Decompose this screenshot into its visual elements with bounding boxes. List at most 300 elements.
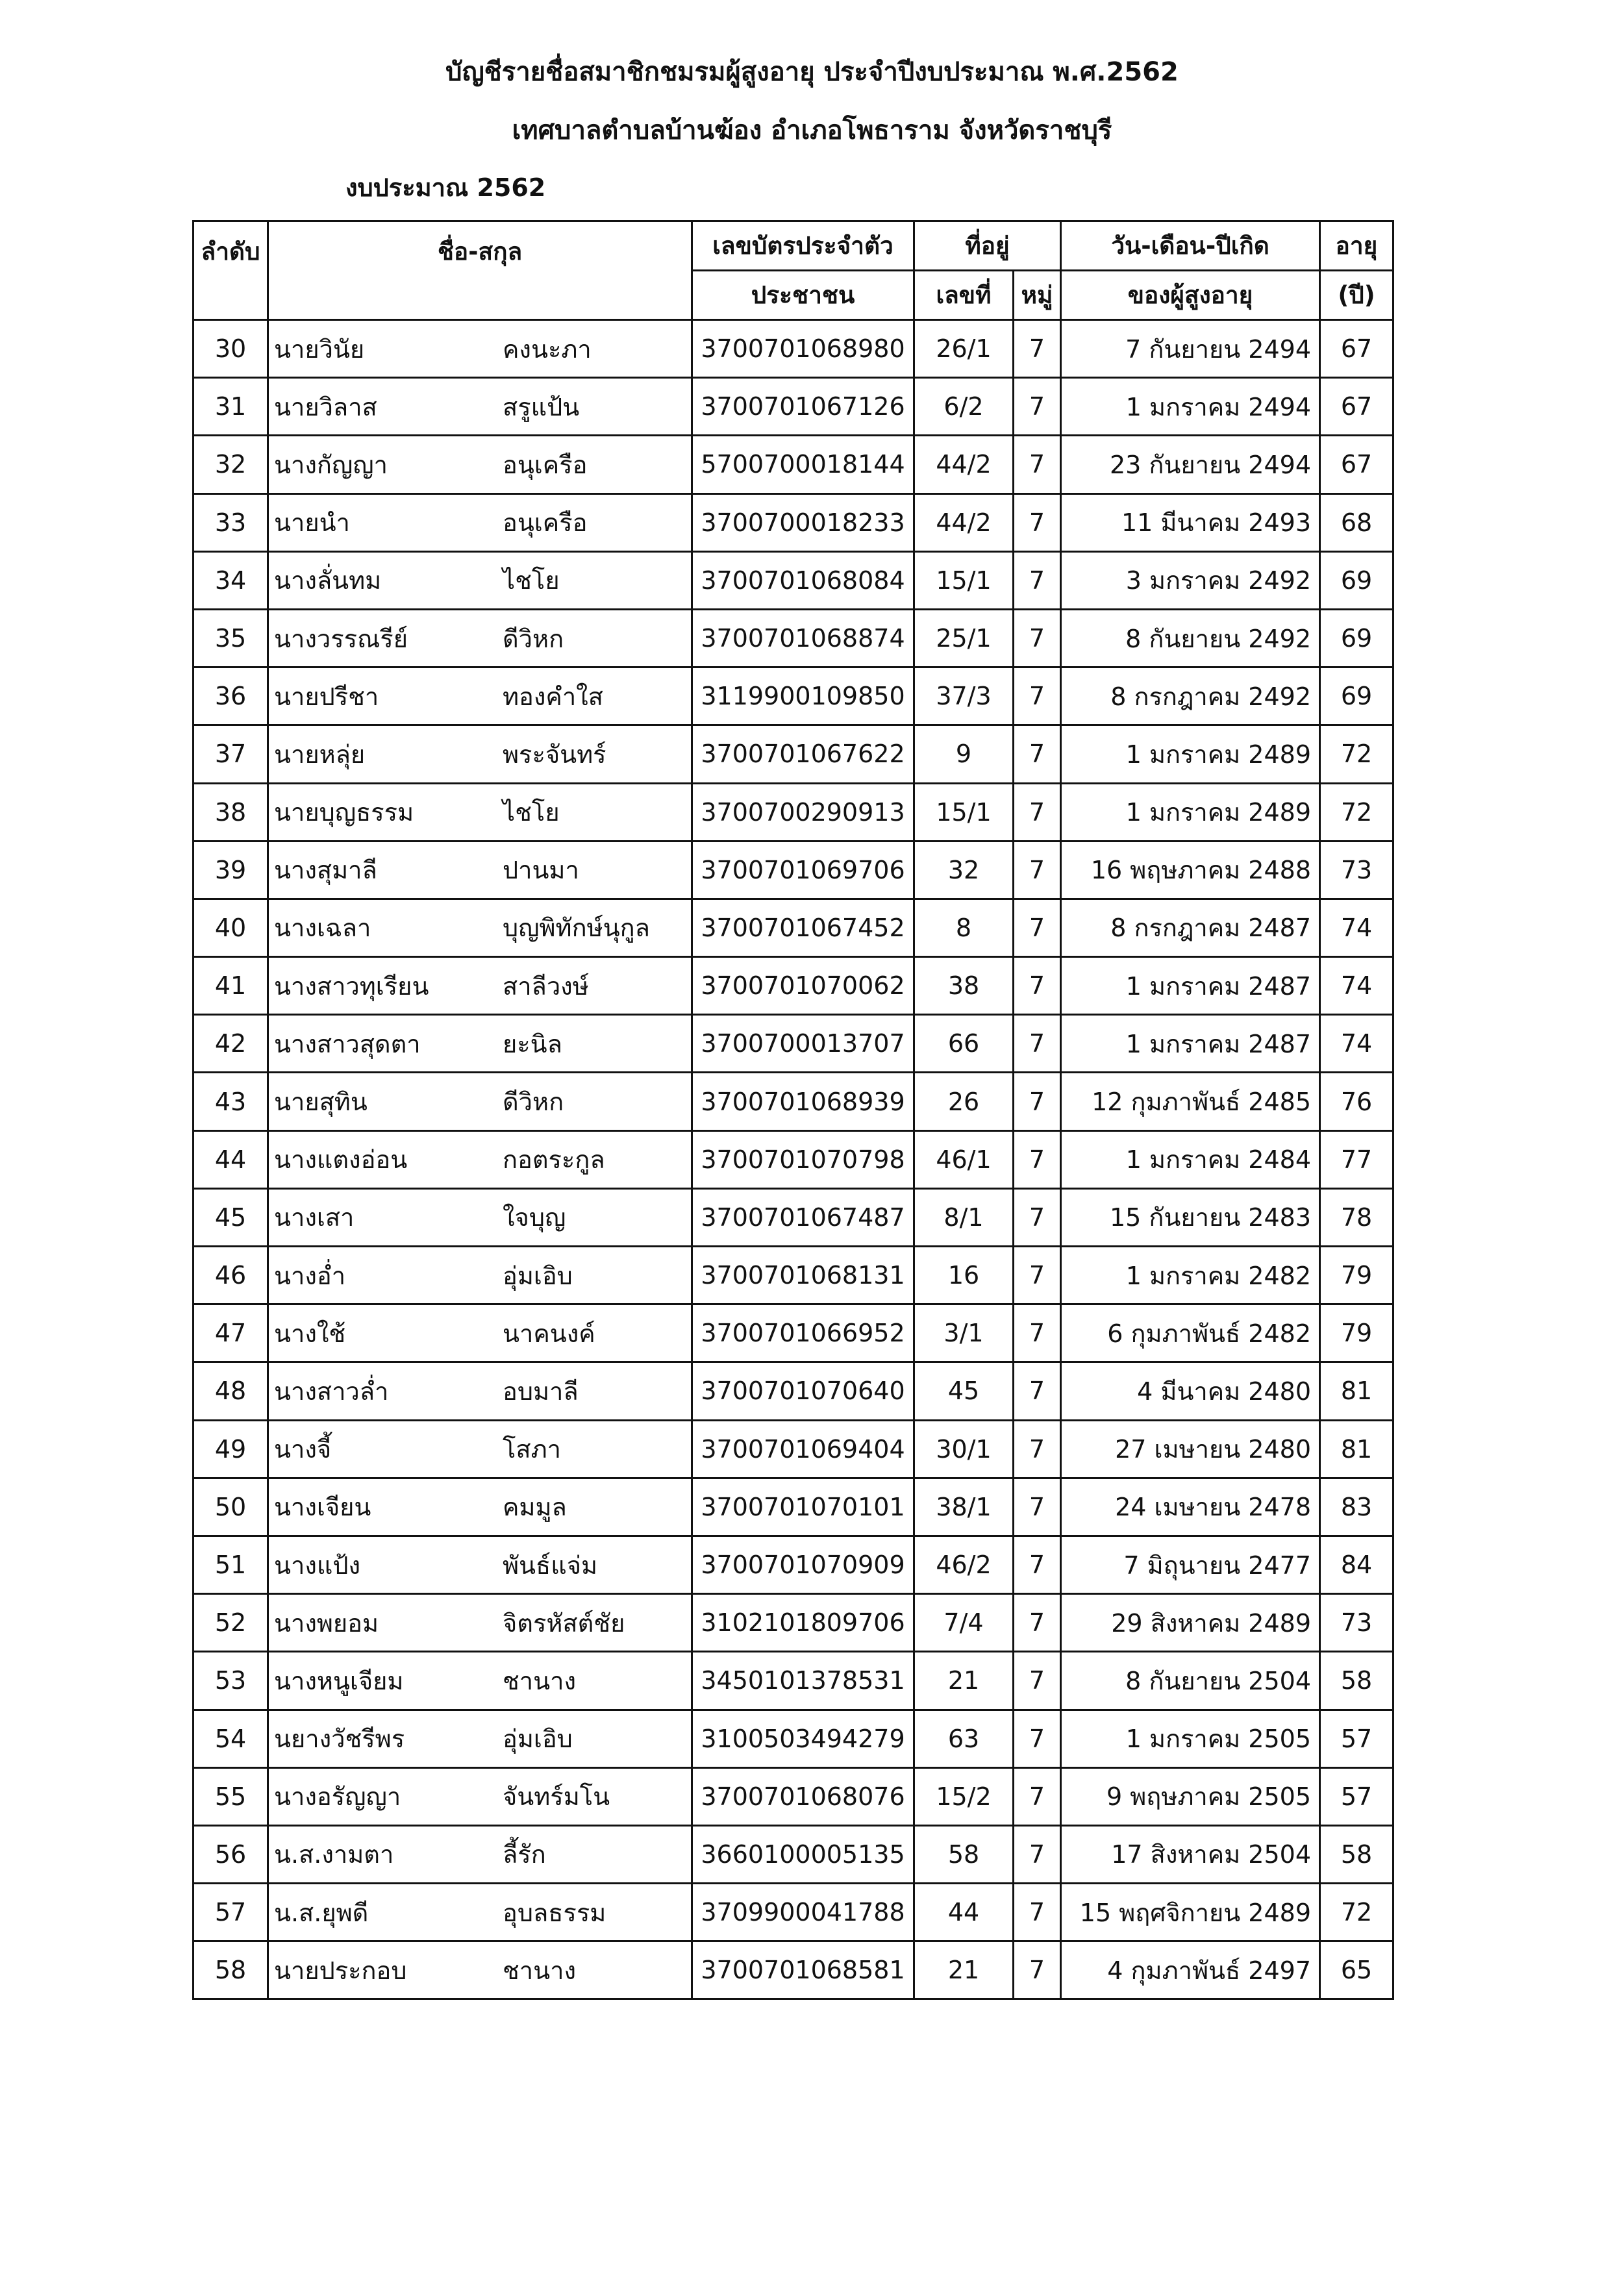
cell-age: 69 [1320, 609, 1393, 667]
table-row [194, 436, 1393, 493]
cell-moo: 7 [1014, 1884, 1061, 1941]
cell-citizen-id: 3700701070909 [692, 1536, 914, 1593]
cell-no: 36 [194, 667, 268, 725]
cell-house-no: 8 [914, 899, 1014, 956]
cell-last-name: สาลีวงษ์ [503, 971, 589, 1001]
cell-house-no: 46/2 [914, 1536, 1014, 1593]
cell-house-no: 16 [914, 1247, 1014, 1304]
cell-age: 72 [1320, 1884, 1393, 1941]
cell-name [268, 1304, 692, 1362]
header-id-line2: ประชาชน [692, 271, 914, 320]
cell-citizen-id: 3700701068581 [692, 1941, 914, 1999]
cell-no: 50 [194, 1478, 268, 1536]
table-body [194, 320, 1393, 1999]
table-row [194, 841, 1393, 899]
cell-name [268, 551, 692, 609]
table-row [194, 1825, 1393, 1883]
header-id-line1: เลขบัตรประจำตัว [692, 221, 914, 271]
table-row [194, 1304, 1393, 1362]
cell-dob: 7 กันยายน 2494 [1061, 320, 1320, 378]
header-name: ชื่อ-สกุล [268, 221, 692, 320]
cell-no: 49 [194, 1420, 268, 1478]
cell-house-no: 38/1 [914, 1478, 1014, 1536]
cell-house-no: 44 [914, 1884, 1014, 1941]
cell-no: 33 [194, 493, 268, 551]
cell-house-no: 21 [914, 1941, 1014, 1999]
cell-citizen-id: 3700700013707 [692, 1015, 914, 1073]
cell-house-no: 30/1 [914, 1420, 1014, 1478]
cell-citizen-id: 3700701068131 [692, 1247, 914, 1304]
cell-first-name: นางสาวล่ำ [274, 1377, 389, 1406]
table-row [194, 667, 1393, 725]
cell-moo: 7 [1014, 551, 1061, 609]
cell-house-no: 8/1 [914, 1188, 1014, 1246]
cell-moo: 7 [1014, 899, 1061, 956]
cell-age: 67 [1320, 436, 1393, 493]
table-row [194, 1536, 1393, 1593]
cell-last-name: อุ่มเอิบ [503, 1261, 573, 1290]
table-row [194, 1130, 1393, 1188]
cell-first-name: นางเจียน [274, 1493, 371, 1522]
cell-house-no: 58 [914, 1825, 1014, 1883]
table-row [194, 1594, 1393, 1652]
member-table [192, 220, 1394, 2000]
table-row [194, 1073, 1393, 1130]
cell-moo: 7 [1014, 725, 1061, 783]
cell-moo: 7 [1014, 1652, 1061, 1710]
cell-moo: 7 [1014, 667, 1061, 725]
cell-no: 47 [194, 1304, 268, 1362]
table-row [194, 1767, 1393, 1825]
cell-age: 81 [1320, 1362, 1393, 1420]
cell-last-name: จันทร์มโน [503, 1782, 610, 1812]
cell-no: 42 [194, 1015, 268, 1073]
cell-first-name: นางอ่ำ [274, 1261, 346, 1290]
cell-no: 55 [194, 1767, 268, 1825]
table-row [194, 551, 1393, 609]
cell-age: 57 [1320, 1710, 1393, 1767]
cell-dob: 1 มกราคม 2482 [1061, 1247, 1320, 1304]
cell-first-name: นางจี้ [274, 1435, 332, 1464]
cell-moo: 7 [1014, 841, 1061, 899]
cell-name [268, 1825, 692, 1883]
cell-dob: 8 กันยายน 2504 [1061, 1652, 1320, 1710]
cell-citizen-id: 3700701068084 [692, 551, 914, 609]
cell-name [268, 1247, 692, 1304]
table-row [194, 1652, 1393, 1710]
cell-house-no: 46/1 [914, 1130, 1014, 1188]
cell-no: 53 [194, 1652, 268, 1710]
cell-age: 76 [1320, 1073, 1393, 1130]
cell-last-name: ดีวิหก [503, 1088, 564, 1117]
cell-moo: 7 [1014, 1130, 1061, 1188]
cell-last-name: ยะนิล [503, 1029, 562, 1058]
cell-last-name: อุบลธรรม [503, 1898, 606, 1927]
cell-first-name: นางอรัญญา [274, 1782, 401, 1812]
cell-moo: 7 [1014, 1594, 1061, 1652]
cell-citizen-id: 3700701070062 [692, 957, 914, 1015]
cell-house-no: 37/3 [914, 667, 1014, 725]
cell-house-no: 9 [914, 725, 1014, 783]
cell-name [268, 1420, 692, 1478]
cell-first-name: นายปรีชา [274, 682, 379, 711]
cell-name [268, 320, 692, 378]
cell-citizen-id: 3100503494279 [692, 1710, 914, 1767]
table-row [194, 320, 1393, 378]
cell-no: 48 [194, 1362, 268, 1420]
cell-name [268, 957, 692, 1015]
cell-dob: 11 มีนาคม 2493 [1061, 493, 1320, 551]
cell-no: 56 [194, 1825, 268, 1883]
cell-dob: 1 มกราคม 2505 [1061, 1710, 1320, 1767]
cell-no: 37 [194, 725, 268, 783]
cell-moo: 7 [1014, 1536, 1061, 1593]
cell-no: 46 [194, 1247, 268, 1304]
table-row [194, 725, 1393, 783]
cell-moo: 7 [1014, 1073, 1061, 1130]
cell-dob: 8 กรกฎาคม 2492 [1061, 667, 1320, 725]
cell-dob: 6 กุมภาพันธ์ 2482 [1061, 1304, 1320, 1362]
cell-dob: 1 มกราคม 2489 [1061, 783, 1320, 841]
cell-citizen-id: 3700701068980 [692, 320, 914, 378]
cell-name [268, 1188, 692, 1246]
table-row [194, 1884, 1393, 1941]
cell-no: 43 [194, 1073, 268, 1130]
cell-name [268, 899, 692, 956]
cell-house-no: 15/1 [914, 551, 1014, 609]
cell-dob: 23 กันยายน 2494 [1061, 436, 1320, 493]
cell-house-no: 15/1 [914, 783, 1014, 841]
table-row [194, 1710, 1393, 1767]
cell-age: 69 [1320, 551, 1393, 609]
cell-first-name: นายประกอบ [274, 1956, 407, 1985]
cell-age: 65 [1320, 1941, 1393, 1999]
cell-first-name: นางสาวทุเรียน [274, 971, 429, 1001]
cell-age: 68 [1320, 493, 1393, 551]
cell-no: 58 [194, 1941, 268, 1999]
cell-moo: 7 [1014, 1941, 1061, 1999]
cell-name [268, 609, 692, 667]
cell-citizen-id: 3700701067487 [692, 1188, 914, 1246]
cell-name [268, 436, 692, 493]
cell-citizen-id: 3700701069404 [692, 1420, 914, 1478]
header-no: ลำดับ [194, 221, 268, 320]
cell-dob: 27 เมษายน 2480 [1061, 1420, 1320, 1478]
header-age-line2: (ปี) [1320, 271, 1393, 320]
table-row [194, 1362, 1393, 1420]
cell-house-no: 38 [914, 957, 1014, 1015]
cell-name [268, 1710, 692, 1767]
cell-dob: 9 พฤษภาคม 2505 [1061, 1767, 1320, 1825]
cell-house-no: 3/1 [914, 1304, 1014, 1362]
cell-age: 69 [1320, 667, 1393, 725]
cell-no: 34 [194, 551, 268, 609]
cell-citizen-id: 3700700018233 [692, 493, 914, 551]
cell-house-no: 15/2 [914, 1767, 1014, 1825]
cell-citizen-id: 5700700018144 [692, 436, 914, 493]
cell-house-no: 44/2 [914, 436, 1014, 493]
cell-house-no: 7/4 [914, 1594, 1014, 1652]
cell-age: 74 [1320, 1015, 1393, 1073]
cell-last-name: ปานมา [503, 856, 579, 885]
cell-dob: 12 กุมภาพันธ์ 2485 [1061, 1073, 1320, 1130]
cell-name [268, 841, 692, 899]
cell-age: 73 [1320, 1594, 1393, 1652]
cell-age: 57 [1320, 1767, 1393, 1825]
cell-citizen-id: 3102101809706 [692, 1594, 914, 1652]
cell-house-no: 44/2 [914, 493, 1014, 551]
cell-dob: 8 กรกฎาคม 2487 [1061, 899, 1320, 956]
table-row [194, 957, 1393, 1015]
cell-first-name: นางเสา [274, 1203, 355, 1232]
cell-moo: 7 [1014, 1420, 1061, 1478]
budget-label: งบประมาณ 2562 [345, 173, 546, 202]
cell-no: 40 [194, 899, 268, 956]
cell-moo: 7 [1014, 1015, 1061, 1073]
cell-last-name: อุ่มเอิบ [503, 1725, 573, 1754]
cell-house-no: 32 [914, 841, 1014, 899]
cell-dob: 4 มีนาคม 2480 [1061, 1362, 1320, 1420]
cell-citizen-id: 3450101378531 [692, 1652, 914, 1710]
cell-last-name: อบมาลี [503, 1377, 579, 1406]
cell-last-name: อนุเครือ [503, 450, 588, 479]
cell-last-name: พระจันทร์ [503, 740, 606, 769]
cell-dob: 29 สิงหาคม 2489 [1061, 1594, 1320, 1652]
cell-name [268, 783, 692, 841]
cell-citizen-id: 3700701067126 [692, 378, 914, 436]
cell-age: 67 [1320, 378, 1393, 436]
cell-age: 79 [1320, 1304, 1393, 1362]
cell-first-name: นายบุญธรรม [274, 798, 414, 827]
cell-moo: 7 [1014, 783, 1061, 841]
document-title: บัญชีรายชื่อสมาชิกชมรมผู้สูงอายุ ประจำปีงบประมาณ พ.ศ.2562 [445, 57, 1179, 87]
cell-no: 39 [194, 841, 268, 899]
cell-last-name: ไชโย [503, 798, 560, 827]
cell-moo: 7 [1014, 1362, 1061, 1420]
cell-moo: 7 [1014, 1767, 1061, 1825]
cell-last-name: ชานาง [503, 1666, 576, 1695]
header-house-no: เลขที่ [914, 271, 1014, 320]
cell-citizen-id: 3700701070101 [692, 1478, 914, 1536]
cell-first-name: นางแป้ง [274, 1551, 361, 1580]
cell-moo: 7 [1014, 1247, 1061, 1304]
cell-house-no: 25/1 [914, 609, 1014, 667]
cell-dob: 1 มกราคม 2487 [1061, 1015, 1320, 1073]
cell-name [268, 1130, 692, 1188]
cell-first-name: นยางวัชรีพร [274, 1725, 405, 1754]
cell-moo: 7 [1014, 320, 1061, 378]
cell-name [268, 1941, 692, 1999]
cell-first-name: นายวินัย [274, 334, 365, 364]
cell-moo: 7 [1014, 1710, 1061, 1767]
cell-last-name: ชานาง [503, 1956, 576, 1985]
cell-house-no: 63 [914, 1710, 1014, 1767]
cell-last-name: กอตระกูล [503, 1145, 605, 1175]
cell-dob: 8 กันยายน 2492 [1061, 609, 1320, 667]
cell-dob: 17 สิงหาคม 2504 [1061, 1825, 1320, 1883]
cell-dob: 1 มกราคม 2494 [1061, 378, 1320, 436]
cell-last-name: ใจบุญ [503, 1203, 566, 1232]
cell-dob: 15 พฤศจิกายน 2489 [1061, 1884, 1320, 1941]
cell-citizen-id: 3119900109850 [692, 667, 914, 725]
cell-age: 79 [1320, 1247, 1393, 1304]
cell-age: 84 [1320, 1536, 1393, 1593]
document-subtitle: เทศบาลตำบลบ้านฆ้อง อำเภอโพธาราม จังหวัดราชบุรี [512, 116, 1112, 145]
cell-house-no: 26 [914, 1073, 1014, 1130]
cell-first-name: นายหลุ่ย [274, 740, 366, 769]
cell-first-name: นายนำ [274, 508, 350, 538]
cell-age: 74 [1320, 957, 1393, 1015]
cell-name [268, 667, 692, 725]
cell-name [268, 1362, 692, 1420]
cell-age: 72 [1320, 783, 1393, 841]
table-row [194, 1188, 1393, 1246]
cell-moo: 7 [1014, 1304, 1061, 1362]
cell-name [268, 1015, 692, 1073]
header-address: ที่อยู่ [914, 221, 1061, 271]
cell-name [268, 1767, 692, 1825]
cell-last-name: ลี้รัก [503, 1840, 546, 1869]
cell-moo: 7 [1014, 493, 1061, 551]
cell-last-name: นาคนงค์ [503, 1319, 595, 1348]
cell-dob: 1 มกราคม 2489 [1061, 725, 1320, 783]
cell-name [268, 1478, 692, 1536]
cell-citizen-id: 3700701070640 [692, 1362, 914, 1420]
cell-age: 58 [1320, 1652, 1393, 1710]
table-row [194, 1015, 1393, 1073]
cell-dob: 4 กุมภาพันธ์ 2497 [1061, 1941, 1320, 1999]
table-row [194, 1420, 1393, 1478]
cell-citizen-id: 3700701070798 [692, 1130, 914, 1188]
cell-moo: 7 [1014, 609, 1061, 667]
table-row [194, 1941, 1393, 1999]
cell-last-name: อนุเครือ [503, 508, 588, 538]
cell-age: 74 [1320, 899, 1393, 956]
cell-name [268, 1652, 692, 1710]
cell-first-name: นางพยอม [274, 1608, 379, 1638]
cell-last-name: จิตรหัสต์ชัย [503, 1608, 625, 1638]
cell-moo: 7 [1014, 1188, 1061, 1246]
cell-first-name: นายวิลาส [274, 392, 377, 421]
cell-no: 57 [194, 1884, 268, 1941]
cell-house-no: 66 [914, 1015, 1014, 1073]
cell-no: 52 [194, 1594, 268, 1652]
cell-no: 31 [194, 378, 268, 436]
cell-age: 58 [1320, 1825, 1393, 1883]
cell-first-name: น.ส.ยุพดี [274, 1898, 369, 1927]
cell-age: 78 [1320, 1188, 1393, 1246]
cell-citizen-id: 3700701067622 [692, 725, 914, 783]
cell-last-name: พันธ์แจ่ม [503, 1551, 598, 1580]
cell-house-no: 21 [914, 1652, 1014, 1710]
cell-no: 45 [194, 1188, 268, 1246]
cell-no: 32 [194, 436, 268, 493]
cell-dob: 3 มกราคม 2492 [1061, 551, 1320, 609]
table-row [194, 378, 1393, 436]
cell-first-name: นางลั่นทม [274, 566, 382, 595]
cell-citizen-id: 3700701067452 [692, 899, 914, 956]
cell-citizen-id: 3700701066952 [692, 1304, 914, 1362]
cell-first-name: น.ส.งามตา [274, 1840, 394, 1869]
cell-last-name: ทองคำใส [503, 682, 603, 711]
cell-citizen-id: 3700701068939 [692, 1073, 914, 1130]
cell-dob: 1 มกราคม 2487 [1061, 957, 1320, 1015]
cell-house-no: 6/2 [914, 378, 1014, 436]
cell-name [268, 493, 692, 551]
cell-name [268, 1884, 692, 1941]
cell-no: 44 [194, 1130, 268, 1188]
cell-no: 51 [194, 1536, 268, 1593]
cell-first-name: นางวรรณรีย์ [274, 624, 408, 653]
cell-age: 77 [1320, 1130, 1393, 1188]
cell-first-name: นางแตงอ่อน [274, 1145, 408, 1175]
cell-last-name: คงนะภา [503, 334, 592, 364]
cell-moo: 7 [1014, 1478, 1061, 1536]
cell-dob: 7 มิถุนายน 2477 [1061, 1536, 1320, 1593]
cell-first-name: นางใช้ [274, 1319, 346, 1348]
cell-name [268, 378, 692, 436]
cell-first-name: นางสาวสุดตา [274, 1029, 421, 1058]
cell-last-name: บุญพิทักษ์นุกูล [503, 914, 650, 943]
cell-moo: 7 [1014, 957, 1061, 1015]
table-row [194, 493, 1393, 551]
cell-last-name: สรูแป้น [503, 392, 580, 421]
cell-moo: 7 [1014, 1825, 1061, 1883]
header-moo: หมู่ [1014, 271, 1061, 320]
cell-age: 83 [1320, 1478, 1393, 1536]
cell-age: 81 [1320, 1420, 1393, 1478]
cell-first-name: นางกัญญา [274, 450, 388, 479]
cell-last-name: คมมูล [503, 1493, 567, 1522]
cell-citizen-id: 3700700290913 [692, 783, 914, 841]
cell-house-no: 45 [914, 1362, 1014, 1420]
cell-moo: 7 [1014, 436, 1061, 493]
cell-citizen-id: 3660100005135 [692, 1825, 914, 1883]
cell-moo: 7 [1014, 378, 1061, 436]
header-dob-line1: วัน-เดือน-ปีเกิด [1061, 221, 1320, 271]
header-age-line1: อายุ [1320, 221, 1393, 271]
table-row [194, 609, 1393, 667]
cell-first-name: นางสุมาลี [274, 856, 377, 885]
cell-dob: 16 พฤษภาคม 2488 [1061, 841, 1320, 899]
cell-no: 54 [194, 1710, 268, 1767]
cell-last-name: ไชโย [503, 566, 560, 595]
cell-dob: 1 มกราคม 2484 [1061, 1130, 1320, 1188]
cell-first-name: นางหนูเจียม [274, 1666, 404, 1695]
table-row [194, 1478, 1393, 1536]
cell-age: 67 [1320, 320, 1393, 378]
cell-last-name: โสภา [503, 1435, 561, 1464]
cell-name [268, 1536, 692, 1593]
cell-name [268, 1594, 692, 1652]
cell-citizen-id: 3700701068076 [692, 1767, 914, 1825]
cell-age: 73 [1320, 841, 1393, 899]
table-row [194, 783, 1393, 841]
cell-name [268, 725, 692, 783]
cell-citizen-id: 3709900041788 [692, 1884, 914, 1941]
cell-dob: 24 เมษายน 2478 [1061, 1478, 1320, 1536]
cell-last-name: ดีวิหก [503, 624, 564, 653]
cell-dob: 15 กันยายน 2483 [1061, 1188, 1320, 1246]
cell-citizen-id: 3700701068874 [692, 609, 914, 667]
cell-age: 72 [1320, 725, 1393, 783]
cell-citizen-id: 3700701069706 [692, 841, 914, 899]
cell-first-name: นายสุทิน [274, 1088, 368, 1117]
header-dob-line2: ของผู้สูงอายุ [1061, 271, 1320, 320]
cell-no: 41 [194, 957, 268, 1015]
cell-first-name: นางเฉลา [274, 914, 371, 943]
table-row [194, 899, 1393, 956]
